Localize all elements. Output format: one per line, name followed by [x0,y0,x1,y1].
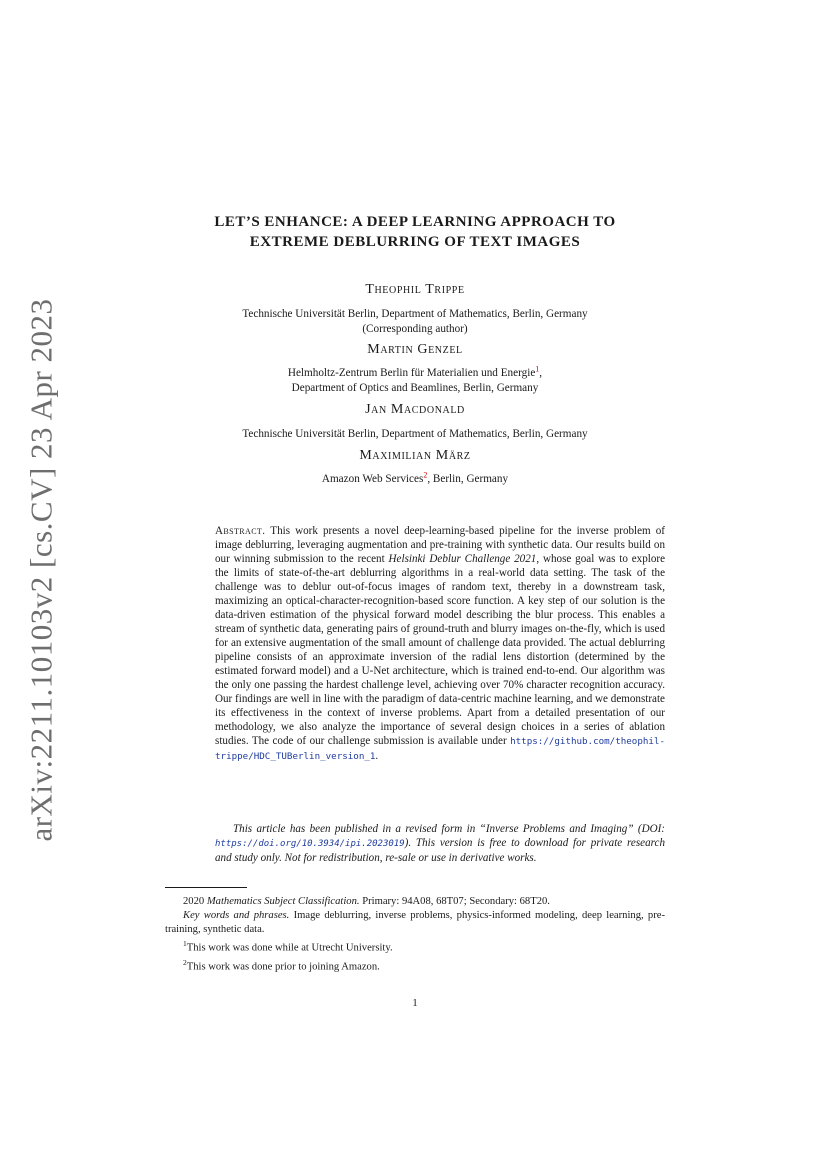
msc-classification: 2020 Mathematics Subject Classification. Primary: 94A08, 68T07; Secondary: 68T20. [183,896,550,907]
author-name-trippe: Theophil Trippe [365,282,465,297]
affiliation-line: Helmholtz-Zentrum Berlin für Materialien und Energie$^1$, [287,364,543,379]
abstract-text-part-2: , whose goal was to explore the limits of state-of-the-art deblurring algorithms in a real-world data setting. The task of the challenge was to deblur out-of-focus images of random text, thereby in a downstream task, maximizing an optical-character-recognition-based score function. A key step of our solution is the data-driven estimation of the physical forward model describing the blur process. This enables a stream of synthetic data, generating pairs of ground-truth and blurry images on-the-fly, which is used for an extensive augmentation of the small amount of challenge data provided. The actual deblurring pipeline consists of an approximate inversion of the radial lens distortion (determined by the estimated forward model) and a U-Net architecture, which is trained end-to-end. Our algorithm was the only one passing the hardest challenge level, achieving over 70% character recognition accuracy. Our findings are well in line with the paradigm of data-centric machine learning, and we demonstrate its effectiveness in the context of inverse problems. Apart from a detailed presentation of our methodology, we also analyze the importance of several design choices in a series of ablation studies. The code of our challenge submission is available under [215,553,666,747]
affiliation-line: Technische Universität Berlin, Department of Mathematics, Berlin, Germany [242,428,588,440]
author-affiliation-genzel [165,366,665,395]
arxiv-identifier-text: arXiv:2211.10103v2 [cs.CV] 23 Apr 2023 [24,298,59,842]
affiliation-line: Technische Universität Berlin, Department of Mathematics, Berlin, Germany [242,308,588,320]
author-affiliation-maerz [165,472,665,487]
abstract-heading: Abstract. [215,525,266,537]
author-affiliation-trippe [165,307,665,336]
author-name-genzel: Martin Genzel [367,342,463,357]
keywords-label: Key words and phrases. [183,910,290,921]
footnote-2-mark: 2 [183,957,187,967]
footnote-divider [165,887,247,888]
publication-notice-text-1: This article has been published in a revised form in “Inverse Problems and Imaging” (DOI: [233,823,665,835]
footnote-ref-2[interactable]: 2 [423,470,428,480]
paper-title-line-2: EXTREME DEBLURRING OF TEXT IMAGES [249,234,581,250]
footnotes [165,895,665,974]
footnote-ref-1[interactable]: 1 [535,364,540,374]
abstract-text-part-1: This work presents a novel deep-learning-based pipeline for the inverse problem of image deblurring, leveraging augmentation and pre-training with synthetic data. Our results build on our winning submission to the recent [215,525,665,565]
paper-title-line-1: LET’S ENHANCE: A DEEP LEARNING APPROACH TO [214,214,616,230]
author-affiliation-macdonald [165,427,665,442]
challenge-name: Helsinki Deblur Challenge 2021 [388,553,537,565]
corresponding-author-note: (Corresponding author) [362,322,468,335]
page-number: 1 [412,997,418,1009]
abstract: Abstract. This work presents a novel deep-learning-based pipeline for the inverse problem of image deblurring, leveraging augmentation and pre-training with synthetic data. Our results build on our winning submission to the recent Helsinki Deblur Challenge 2021, whose goal was to explore the limits of state-of-the-art deblurring algorithms in a real-world data setting. The task of the challenge was to deblur out-of-focus images of random text, thereby in a downstream task, maximizing an optical-character-recognition-based score function. A key step of our solution is the data-driven estimation of the physical forward model describing the blur process. This enables a stream of synthetic data, generating pairs of ground-truth and blurry images on-the-fly, which is used for an extensive augmentation of the small amount of challenge data provided. The actual deblurring pipeline consists of an approximate inversion of the radial lens distortion (determined by the estimated forward model) and a U-Net architecture, which is trained end-to-end. Our algorithm was the only one passing the hardest challenge level, achieving over 70% character recognition accuracy. Our findings are well in line with the paradigm of data-centric machine learning, and we demonstrate its effectiveness in the context of inverse problems. Apart from a detailed presentation of our methodology, we also analyze the importance of several design choices in a series of ablation studies. The code of our challenge submission is available under https://github.com/theophil-trippe/HDC_TUBerlin_version_1. [215,525,666,762]
affiliation-line: Department of Optics and Beamlines, Berlin, Germany [291,381,539,394]
code-repository-link[interactable]: https://github.com/theophil-trippe/HDC_TUBerlin_version_1 [215,736,665,762]
msc-label: Mathematics Subject Classification. [206,896,360,907]
footnote-2: $^2$This work was done prior to joining Amazon. [183,957,380,973]
doi-link[interactable]: https://doi.org/10.3934/ipi.2023019 [215,839,405,849]
publication-notice [215,822,665,865]
footnote-1: $^1$This work was done while at Utrecht University. [183,939,393,954]
author-name-maerz: Maximilian März [359,448,471,463]
keywords: Key words and phrases. Image deblurring, inverse problems, physics-informed modeling, deep learning, pre-training, synthetic data. [165,910,665,935]
publication-notice-text-2: ). This version is free to download for private research and study only. Not for redistribution, re-sale or use in derivative works. [215,837,665,864]
affiliation-line: Amazon Web Services$^2$, Berlin, Germany [321,470,509,485]
paper-title [165,212,665,252]
footnote-1-mark: 1 [183,939,187,948]
arxiv-identifier-stamp [14,270,70,870]
author-name-macdonald: Jan Macdonald [365,402,465,417]
